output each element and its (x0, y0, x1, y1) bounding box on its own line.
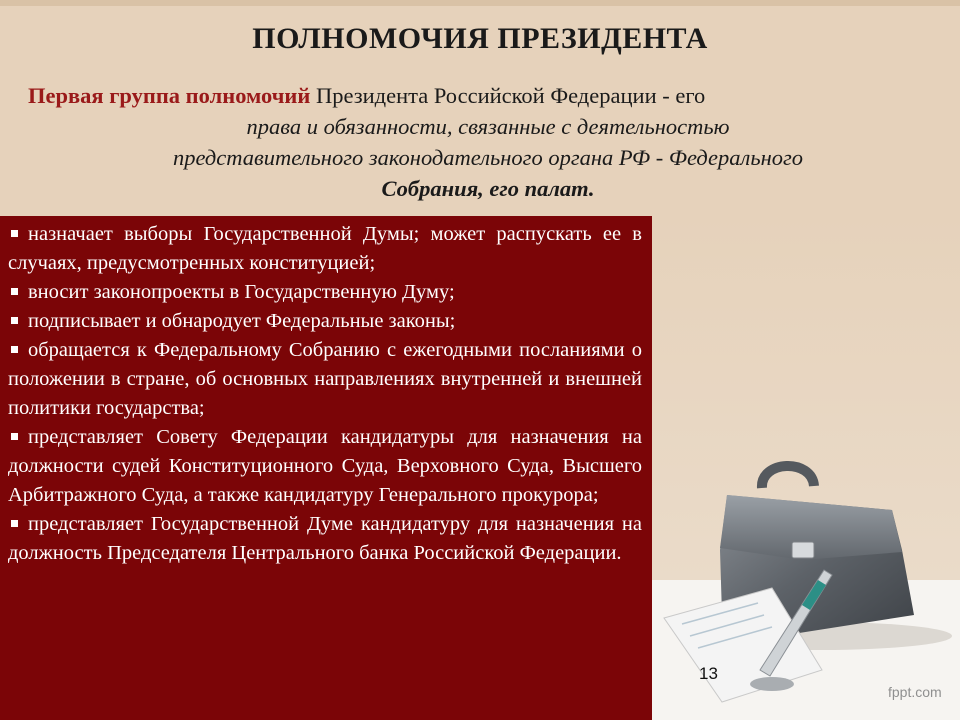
intro-line-3: представительного законодательного органа РФ - Федерального (172, 145, 804, 170)
page-number: 13 (699, 664, 718, 683)
top-stripe (0, 0, 960, 6)
intro-paragraph (28, 80, 948, 204)
slide-title: ПОЛНОМОЧИЯ ПРЕЗИДЕНТА (252, 22, 708, 55)
bullet-icon (11, 346, 18, 353)
intro-line-2: права и обязанности, связанные с деятельностью (246, 114, 730, 139)
bullet-icon (11, 317, 18, 324)
bullet-icon (11, 288, 18, 295)
intro-line-4: Собрания, его палат. (381, 176, 595, 201)
list-item: обращается к Федеральному Собранию с ежегодными посланиями о положении в стране, об основных направлениях внутренней и внешней политики государства; (8, 339, 642, 419)
pen-stand (750, 677, 794, 691)
list-item: представляет Государственной Думе кандидатуру для назначения на должность Председателя Центрального банка Российской Федерации. (8, 513, 642, 564)
intro-rest: Президента Российской Федерации - его (310, 83, 706, 108)
brand-watermark: fppt.com (888, 684, 942, 700)
intro-highlight: Первая группа полномочий (28, 83, 311, 108)
intro-line-1 (28, 80, 948, 111)
list-item: вносит законопроекты в Государственную Думу; (8, 278, 642, 307)
list-item: подписывает и обнародует Федеральные законы; (8, 307, 642, 336)
list-item: представляет Совету Федерации кандидатуры для назначения на должности судей Конституционного Суда, Верховного Суда, Высшего Арбитражного Суда, а также кандидатуру Генерального прокурора; (8, 426, 642, 506)
powers-list (8, 220, 642, 568)
briefcase-clasp (792, 542, 814, 558)
briefcase-handle (762, 466, 814, 488)
list-item: назначает выборы Государственной Думы; может распускать ее в случаях, предусмотренных конституцией; (8, 223, 642, 274)
bullet-icon (11, 433, 18, 440)
bullet-icon (11, 230, 18, 237)
bullet-icon (11, 520, 18, 527)
